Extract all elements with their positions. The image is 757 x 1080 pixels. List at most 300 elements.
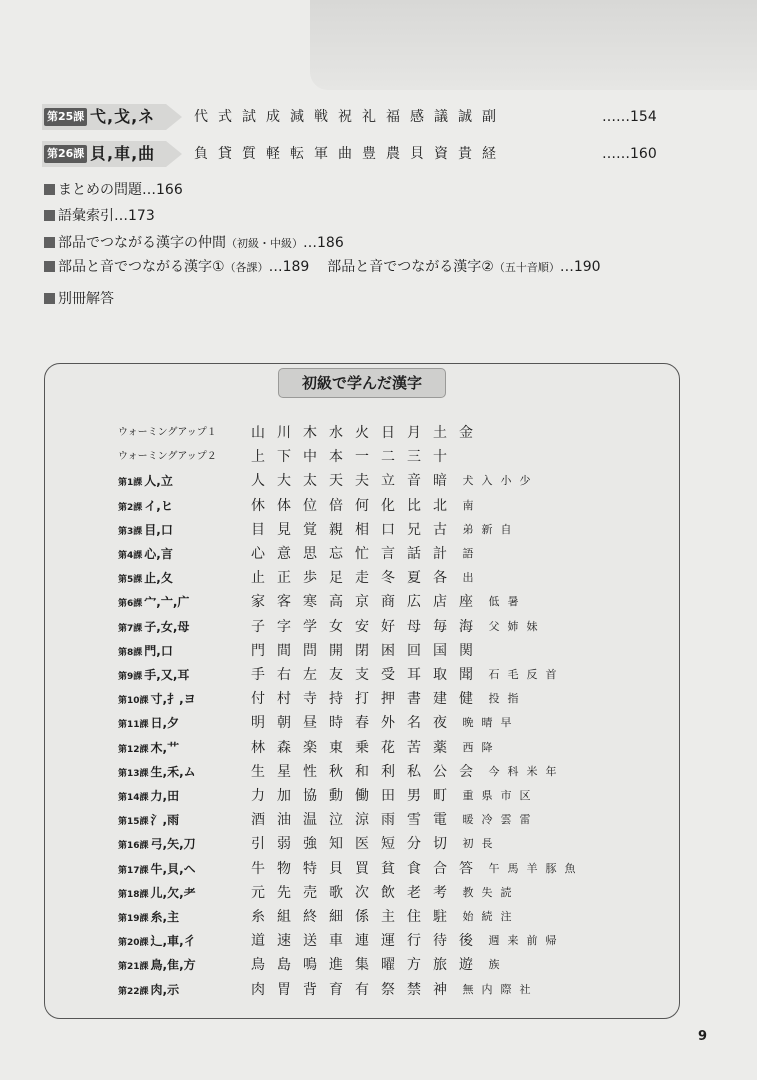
kanji-row [118,833,678,855]
toc-friends[interactable] [44,233,344,254]
kanji: 計 [433,546,447,562]
kanji-row [118,737,678,759]
kanji-row [118,591,678,613]
kanji: 座 [459,594,473,610]
kanji: 海 [459,619,473,635]
kanji: 日 [381,425,395,441]
toc-review-label: まとめの問題…166 [58,182,183,198]
kanji: 健 [459,691,473,707]
extra-kanji-list [486,954,502,976]
kanji: 先 [277,885,291,901]
kanji: 泣 [329,812,343,828]
square-bullet-icon [44,184,55,195]
row-label: 第6課 宀,亠,广 [118,595,190,609]
extra-kanji-list [460,882,514,904]
kanji: 正 [277,570,291,586]
main-kanji-list [248,906,450,928]
extra-kanji-list [486,858,578,880]
kanji-row [118,906,678,928]
main-kanji-list [248,688,476,710]
kanji: 貝 [410,146,424,162]
kanji: 体 [277,498,291,514]
kanji: 手 [251,667,265,683]
extra-kanji-list [486,688,521,710]
row-label: 第11課 日,夕 [118,716,180,730]
main-kanji-list [248,446,450,468]
kanji: 打 [355,691,369,707]
kanji: 各 [433,570,447,586]
kanji: 祭 [381,982,395,998]
kanji-row [118,712,678,734]
kanji: 明 [251,715,265,731]
extra-kanji-list [460,737,495,759]
kanji: 一 [355,449,369,465]
kanji-row [118,979,678,1001]
extra-kanji-list [460,495,476,517]
kanji-small: 反 [526,668,538,681]
main-kanji-list [248,422,476,444]
kanji: 支 [355,667,369,683]
kanji: 弱 [277,836,291,852]
main-kanji-list [248,979,450,1001]
row-label: 第15課 氵,雨 [118,813,180,827]
kanji: 見 [277,522,291,538]
lesson-kanji-list [194,106,496,128]
kanji: 軍 [314,146,328,162]
kanji: 受 [381,667,395,683]
kanji: 夏 [407,570,421,586]
kanji: 寺 [303,691,317,707]
kanji: 雨 [381,812,395,828]
toc-sound2-note: （五十音順） [493,261,560,274]
row-label: 第1課 人,立 [118,474,173,488]
kanji-small: 来 [507,934,519,947]
kanji: 元 [251,885,265,901]
kanji: 秋 [329,764,343,780]
kanji-small: 今 [488,765,500,778]
kanji-row [118,446,678,468]
kanji: 止 [251,570,265,586]
kanji: 好 [381,619,395,635]
kanji-small: 父 [488,620,500,633]
kanji: 考 [433,885,447,901]
kanji: 歩 [303,570,317,586]
kanji: 走 [355,570,369,586]
kanji: 切 [433,836,447,852]
kanji-small: 新 [481,523,493,536]
kanji: 忙 [355,546,369,562]
kanji: 引 [251,836,265,852]
lesson-row[interactable] [42,104,672,130]
kanji: 薬 [433,740,447,756]
lesson-parts: 貝,車,曲 [90,144,156,163]
kanji: 夫 [355,473,369,489]
kanji-small: 南 [462,499,474,512]
lesson-badge: 第26課 [44,145,87,163]
extra-kanji-list [486,761,559,783]
kanji-small: 西 [462,741,474,754]
kanji: 女 [329,619,343,635]
kanji: 耳 [407,667,421,683]
kanji: 心 [251,546,265,562]
kanji: 高 [329,594,343,610]
extra-kanji-list [460,712,514,734]
toc-vocab-index[interactable] [44,206,155,226]
kanji: 駐 [433,909,447,925]
kanji: 待 [433,933,447,949]
kanji: 軽 [266,146,280,162]
kanji: 下 [277,449,291,465]
kanji: 町 [433,788,447,804]
kanji: 花 [381,740,395,756]
kanji: 口 [381,522,395,538]
kanji-small: 馬 [507,862,519,875]
main-kanji-list [248,930,476,952]
kanji: 大 [277,473,291,489]
kanji: 何 [355,498,369,514]
kanji-small: 年 [545,765,557,778]
square-bullet-icon [44,293,55,304]
kanji: 意 [277,546,291,562]
kanji: 試 [242,109,256,125]
main-kanji-list [248,858,476,880]
extra-kanji-list [460,906,514,928]
toc-sound1-note: （各課） [224,261,269,274]
kanji: 和 [355,764,369,780]
main-kanji-list [248,519,450,541]
kanji-small: 小 [500,474,512,487]
kanji-small: 族 [488,958,500,971]
kanji: 転 [290,146,304,162]
kanji: 土 [433,425,447,441]
extra-kanji-list [460,470,533,492]
extra-kanji-list [460,833,495,855]
main-kanji-list [248,785,450,807]
kanji: 暗 [433,473,447,489]
kanji: 母 [407,619,421,635]
kanji: 肉 [251,982,265,998]
kanji-small: 区 [519,789,531,802]
kanji: 集 [355,957,369,973]
kanji: 上 [251,449,265,465]
main-kanji-list [248,495,450,517]
extra-kanji-list [460,979,533,1001]
kanji: 飲 [381,885,395,901]
kanji: 押 [381,691,395,707]
kanji: 私 [407,764,421,780]
kanji: 本 [329,449,343,465]
kanji-row [118,422,678,444]
kanji-small: 雷 [519,813,531,826]
kanji: 夜 [433,715,447,731]
kanji: 人 [251,473,265,489]
main-kanji-list [248,809,450,831]
toc-friends-page: …186 [303,235,344,251]
kanji: 寒 [303,594,317,610]
kanji: 車 [329,933,343,949]
row-label: 第3課 目,口 [118,523,173,537]
row-label: ウォーミングアップ１ [118,427,217,438]
kanji: 京 [355,594,369,610]
kanji: 付 [251,691,265,707]
kanji: 生 [251,764,265,780]
toc-answers-label: 別冊解答 [58,291,114,307]
kanji-small: 魚 [564,862,576,875]
kanji: 太 [303,473,317,489]
kanji: 豊 [362,146,376,162]
lesson-row[interactable] [42,141,672,167]
lesson-kanji-list [194,143,496,165]
kanji: 外 [381,715,395,731]
main-kanji-list [248,567,450,589]
kanji: 川 [277,425,291,441]
kanji: 組 [277,909,291,925]
kanji-small: 雲 [500,813,512,826]
kanji: 困 [381,643,395,659]
kanji: 相 [355,522,369,538]
kanji: 門 [251,643,265,659]
kanji-small: 犬 [462,474,474,487]
kanji-small: 帰 [545,934,557,947]
kanji: 休 [251,498,265,514]
kanji: 経 [482,146,496,162]
kanji: 強 [303,836,317,852]
kanji: 化 [381,498,395,514]
kanji-small: 出 [462,571,474,584]
extra-kanji-list [460,519,514,541]
kanji: 住 [407,909,421,925]
kanji: 聞 [459,667,473,683]
kanji: 曜 [381,957,395,973]
kanji-row [118,858,678,880]
kanji-small: 注 [500,910,512,923]
kanji: 性 [303,764,317,780]
square-bullet-icon [44,237,55,248]
kanji-small: 語 [462,547,474,560]
kanji: 働 [355,788,369,804]
main-kanji-list [248,591,476,613]
row-label: 第4課 心,言 [118,547,173,561]
kanji-row [118,543,678,565]
kanji: 鳴 [303,957,317,973]
kanji: 副 [482,109,496,125]
toc-sound2-label: 部品と音でつながる漢字② [327,259,494,275]
kanji: 会 [459,764,473,780]
kanji: 三 [407,449,421,465]
kanji: 月 [407,425,421,441]
kanji-small: 降 [481,741,493,754]
kanji-small: 内 [481,983,493,996]
kanji: 林 [251,740,265,756]
kanji: 方 [407,957,421,973]
kanji: 森 [277,740,291,756]
kanji: 胃 [277,982,291,998]
row-label: 第13課 生,禾,ム [118,765,196,779]
toc-sound1-label: 部品と音でつながる漢字① [58,259,225,275]
kanji-small: 晴 [481,716,493,729]
kanji: 特 [303,861,317,877]
kanji: 成 [266,109,280,125]
kanji-row [118,785,678,807]
kanji: 礼 [362,109,376,125]
kanji: 短 [381,836,395,852]
kanji: 間 [277,643,291,659]
kanji: 主 [381,909,395,925]
toc-vocab-label: 語彙索引…173 [58,208,155,224]
toc-review[interactable] [44,180,183,200]
toc-friends-label: 部品でつながる漢字の仲間 [58,235,226,251]
row-label: 第7課 子,女,母 [118,620,190,634]
kanji-small: 妹 [526,620,538,633]
kanji: 親 [329,522,343,538]
kanji: 覚 [303,522,317,538]
main-kanji-list [248,616,476,638]
kanji: 協 [303,788,317,804]
kanji: 書 [407,691,421,707]
kanji-small: 晩 [462,716,474,729]
kanji-small: 羊 [526,862,538,875]
kanji-small: 早 [500,716,512,729]
kanji: 火 [355,425,369,441]
kanji: 係 [355,909,369,925]
kanji-row [118,761,678,783]
row-label: 第18課 儿,欠,耂 [118,886,196,900]
kanji: 曲 [338,146,352,162]
extra-kanji-list [486,616,540,638]
toc-friends-note: （初級・中級） [226,237,303,250]
kanji: 乗 [355,740,369,756]
kanji: 北 [433,498,447,514]
kanji-small: 社 [519,983,531,996]
kanji-small: 低 [488,595,500,608]
extra-kanji-list [460,543,476,565]
kanji-row [118,930,678,952]
row-label: 第20課 辶,車,彳 [118,934,196,948]
kanji: 有 [355,982,369,998]
kanji: 毎 [433,619,447,635]
main-kanji-list [248,543,450,565]
kanji-small: 入 [481,474,493,487]
kanji: 禁 [407,982,421,998]
lesson-badge: 第25課 [44,108,87,126]
kanji: 持 [329,691,343,707]
kanji-small: 際 [500,983,512,996]
kanji: 負 [194,146,208,162]
kanji: 村 [277,691,291,707]
kanji-small: 教 [462,886,474,899]
kanji: 島 [277,957,291,973]
lesson-parts: 弋,戈,ネ [90,107,156,126]
kanji: 代 [194,109,208,125]
row-label: 第17課 牛,貝,ヘ [118,862,196,876]
kanji: 倍 [329,498,343,514]
main-kanji-list [248,954,476,976]
kanji: 誠 [458,109,472,125]
main-kanji-list [248,761,476,783]
kanji: 送 [303,933,317,949]
kanji-row [118,470,678,492]
row-label: 第19課 糸,主 [118,910,180,924]
toc-answers[interactable] [44,289,114,309]
kanji: 減 [290,109,304,125]
kanji: 関 [459,643,473,659]
kanji: 二 [381,449,395,465]
kanji-row [118,954,678,976]
kanji-small: 重 [462,789,474,802]
toc-sound-links[interactable] [44,257,601,278]
kanji-small: 失 [481,886,493,899]
kanji: 知 [329,836,343,852]
kanji: 広 [407,594,421,610]
kanji: 質 [242,146,256,162]
kanji-small: 暑 [507,595,519,608]
kanji-small: 前 [526,934,538,947]
kanji-row [118,616,678,638]
row-label: 第2課 イ,ヒ [118,499,173,513]
kanji: 物 [277,861,291,877]
kanji: 国 [433,643,447,659]
kanji: 十 [433,449,447,465]
kanji-small: 米 [526,765,538,778]
kanji: 行 [407,933,421,949]
kanji-row [118,519,678,541]
kanji: 貧 [381,861,395,877]
kanji: 温 [303,812,317,828]
kanji: 春 [355,715,369,731]
kanji: 議 [434,109,448,125]
kanji-small: 無 [462,983,474,996]
kanji: 立 [381,473,395,489]
kanji-row [118,640,678,662]
kanji-small: 科 [507,765,519,778]
kanji: 糸 [251,909,265,925]
kanji: 位 [303,498,317,514]
toc-sound1-page: …189 [268,259,310,275]
kanji: 道 [251,933,265,949]
kanji-row [118,809,678,831]
extra-kanji-list [460,567,476,589]
kanji: 育 [329,982,343,998]
kanji: 神 [433,982,447,998]
kanji: 時 [329,715,343,731]
kanji: 右 [277,667,291,683]
kanji: 兄 [407,522,421,538]
kanji: 涼 [355,812,369,828]
kanji: 祝 [338,109,352,125]
kanji-row [118,495,678,517]
kanji: 話 [407,546,421,562]
extra-kanji-list [486,664,559,686]
kanji: 木 [303,425,317,441]
main-kanji-list [248,737,450,759]
kanji: 楽 [303,740,317,756]
kanji: 連 [355,933,369,949]
lesson-page: ……154 [602,109,657,125]
kanji: 客 [277,594,291,610]
kanji: 歌 [329,885,343,901]
kanji: 安 [355,619,369,635]
kanji: 田 [381,788,395,804]
kanji: 水 [329,425,343,441]
extra-kanji-list [486,930,559,952]
row-label: 第12課 木,艹 [118,741,180,755]
kanji: 商 [381,594,395,610]
kanji: 友 [329,667,343,683]
kanji-small: 首 [545,668,557,681]
lesson-page: ……160 [602,146,657,162]
kanji-small: 始 [462,910,474,923]
kanji: 動 [329,788,343,804]
